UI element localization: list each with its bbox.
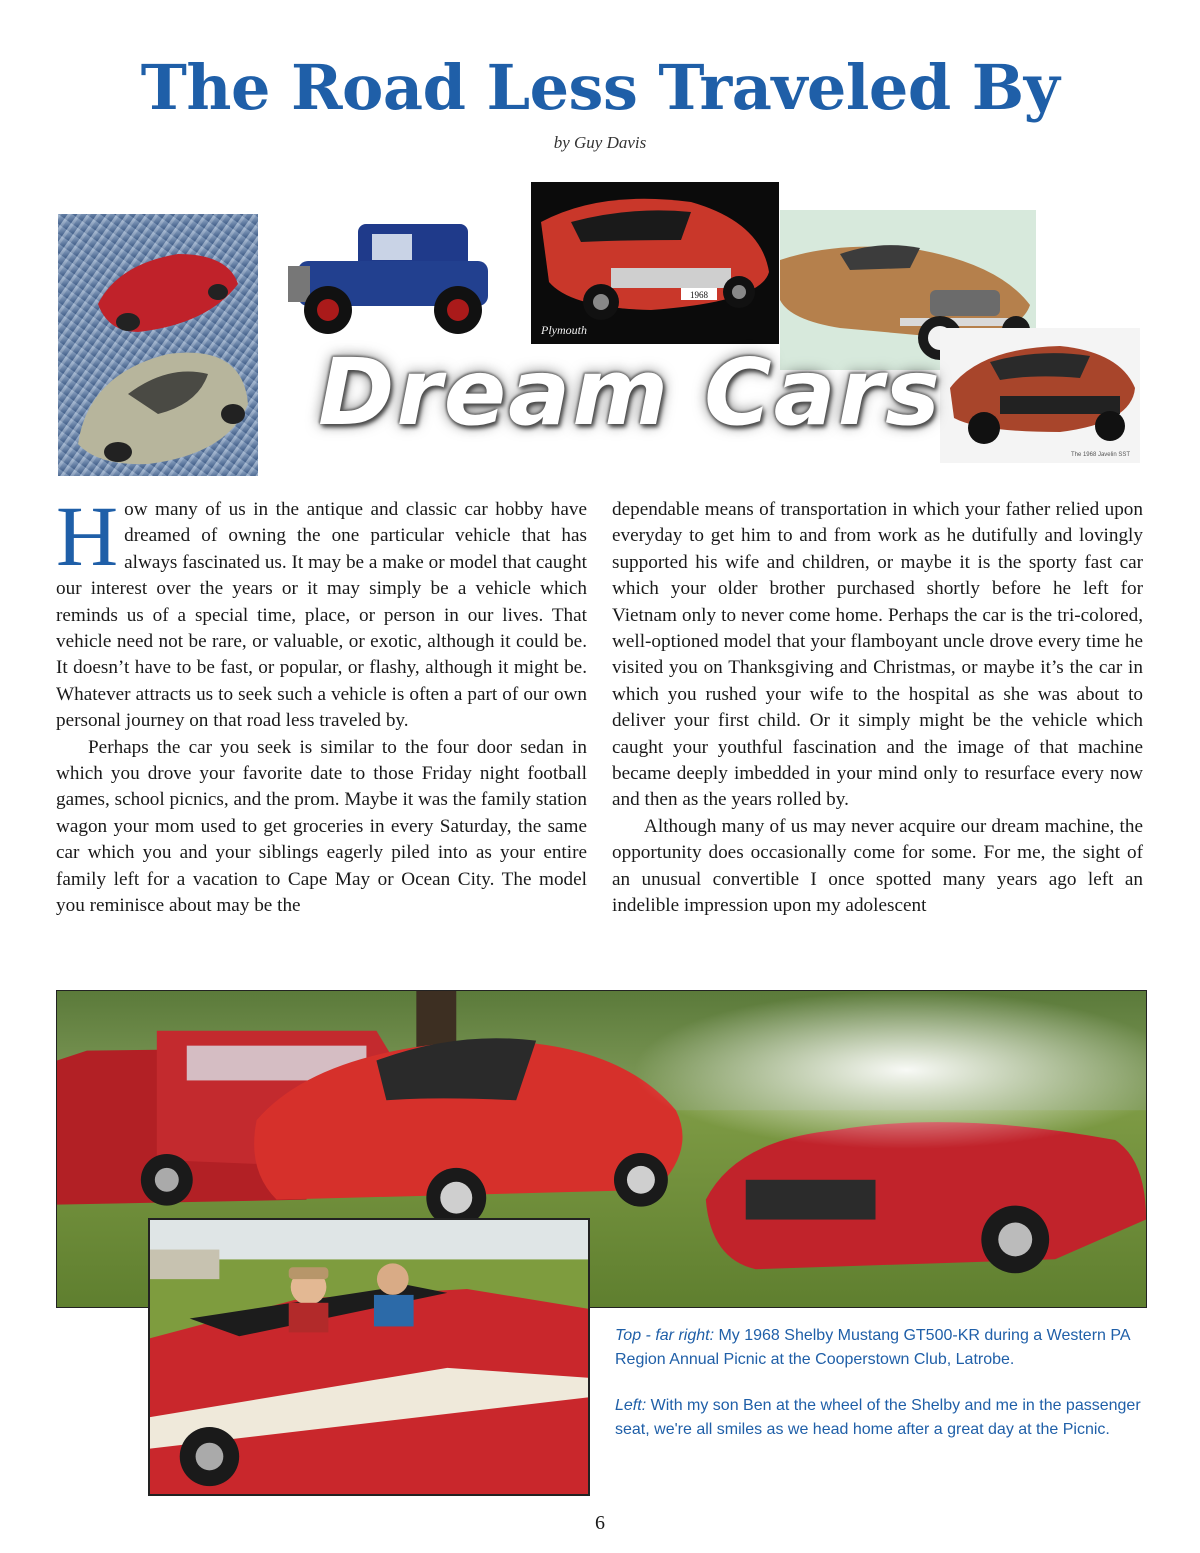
ford-coupe-illustration (268, 206, 508, 346)
paragraph-1 (56, 488, 587, 735)
byline: by Guy Davis (553, 133, 647, 152)
article-title: The Road Less Traveled By (140, 51, 1060, 124)
caption-top-right-lead: Top - far right: (615, 1327, 715, 1344)
dream-cars-collage (0, 170, 1200, 470)
javelin-caption: The 1968 Javelin SST (1070, 452, 1130, 458)
corvette-illustration (58, 214, 258, 476)
caption-top-right (615, 1324, 1155, 1372)
javelin-illustration (940, 328, 1140, 463)
drop-cap: H (56, 488, 119, 584)
plymouth-label: Plymouth (541, 323, 587, 337)
shelby-with-son-photo (148, 1218, 590, 1496)
caption-left (615, 1394, 1155, 1442)
caption-left-lead: Left: (615, 1397, 647, 1414)
dream-cars-title-art: Dream Cars (318, 339, 942, 446)
plymouth-illustration (531, 182, 779, 344)
article-column-left (56, 488, 587, 920)
paragraph-1-text: ow many of us in the antique and classic car hobby have dreamed of owning the one particular vehicle that has always fascinated us. It may be a make or model that caught our interest over the years or it may simply be a vehicle which reminds us of a special time, place, or person in our lives. That vehicle need not be rare, or valuable, or exotic, although it could be. It doesn’t have to be fast, or popular, or flashy, although it might be. Whatever attracts us to seek such a vehicle is often a part of our own personal journey on that road less traveled by. (56, 499, 587, 732)
caption-left-text: With my son Ben at the wheel of the Shelby and me in the passenger seat, we're all smiles as we head home after a great day at the Picnic. (615, 1397, 1141, 1438)
plymouth-year-plate: 1968 (690, 290, 708, 300)
paragraph-3: dependable means of transportation in which your father relied upon everyday to get him to and from work as he dutifully and lovingly supported his wife and children, or maybe it is the sporty fast car which your older brother purchased shortly before he left for Vietnam only to never come home. Perhaps the car is the tri-colored, well-optioned model that your flamboyant uncle drove every time he visited you on Thanksgiving and Christmas, or maybe it’s the car in which you rushed your wife to the hospital as she was about to deliver your first child. Or it simply might be the vehicle which caught your youthful fascination and the image of that machine became deeply imbedded in your mind only to resurface every now and then as the years rolled by. (612, 499, 1143, 811)
page-number: 6 (595, 1512, 605, 1534)
caption-top-right-text: My 1968 Shelby Mustang GT500-KR during a Western PA Region Annual Picnic at the Cooperstown Club, Latrobe. (615, 1327, 1130, 1368)
paragraph-4: Although many of us may never acquire our dream machine, the opportunity does occasionally come for some. For me, the sight of an unusual convertible I once spotted many years ago left an indelible impression upon my adolescent (612, 815, 1143, 917)
article-column-right (612, 497, 1143, 920)
paragraph-2: Perhaps the car you seek is similar to the four door sedan in which you drove your favorite date to those Friday night football games, school picnics, and the prom. Maybe it was the family station wagon your mom used to get groceries in every Saturday, the same car which you and your siblings eagerly piled into as your entire family left for a vacation to Cape May or Ocean City. The model you reminisce about may be the (56, 736, 587, 917)
